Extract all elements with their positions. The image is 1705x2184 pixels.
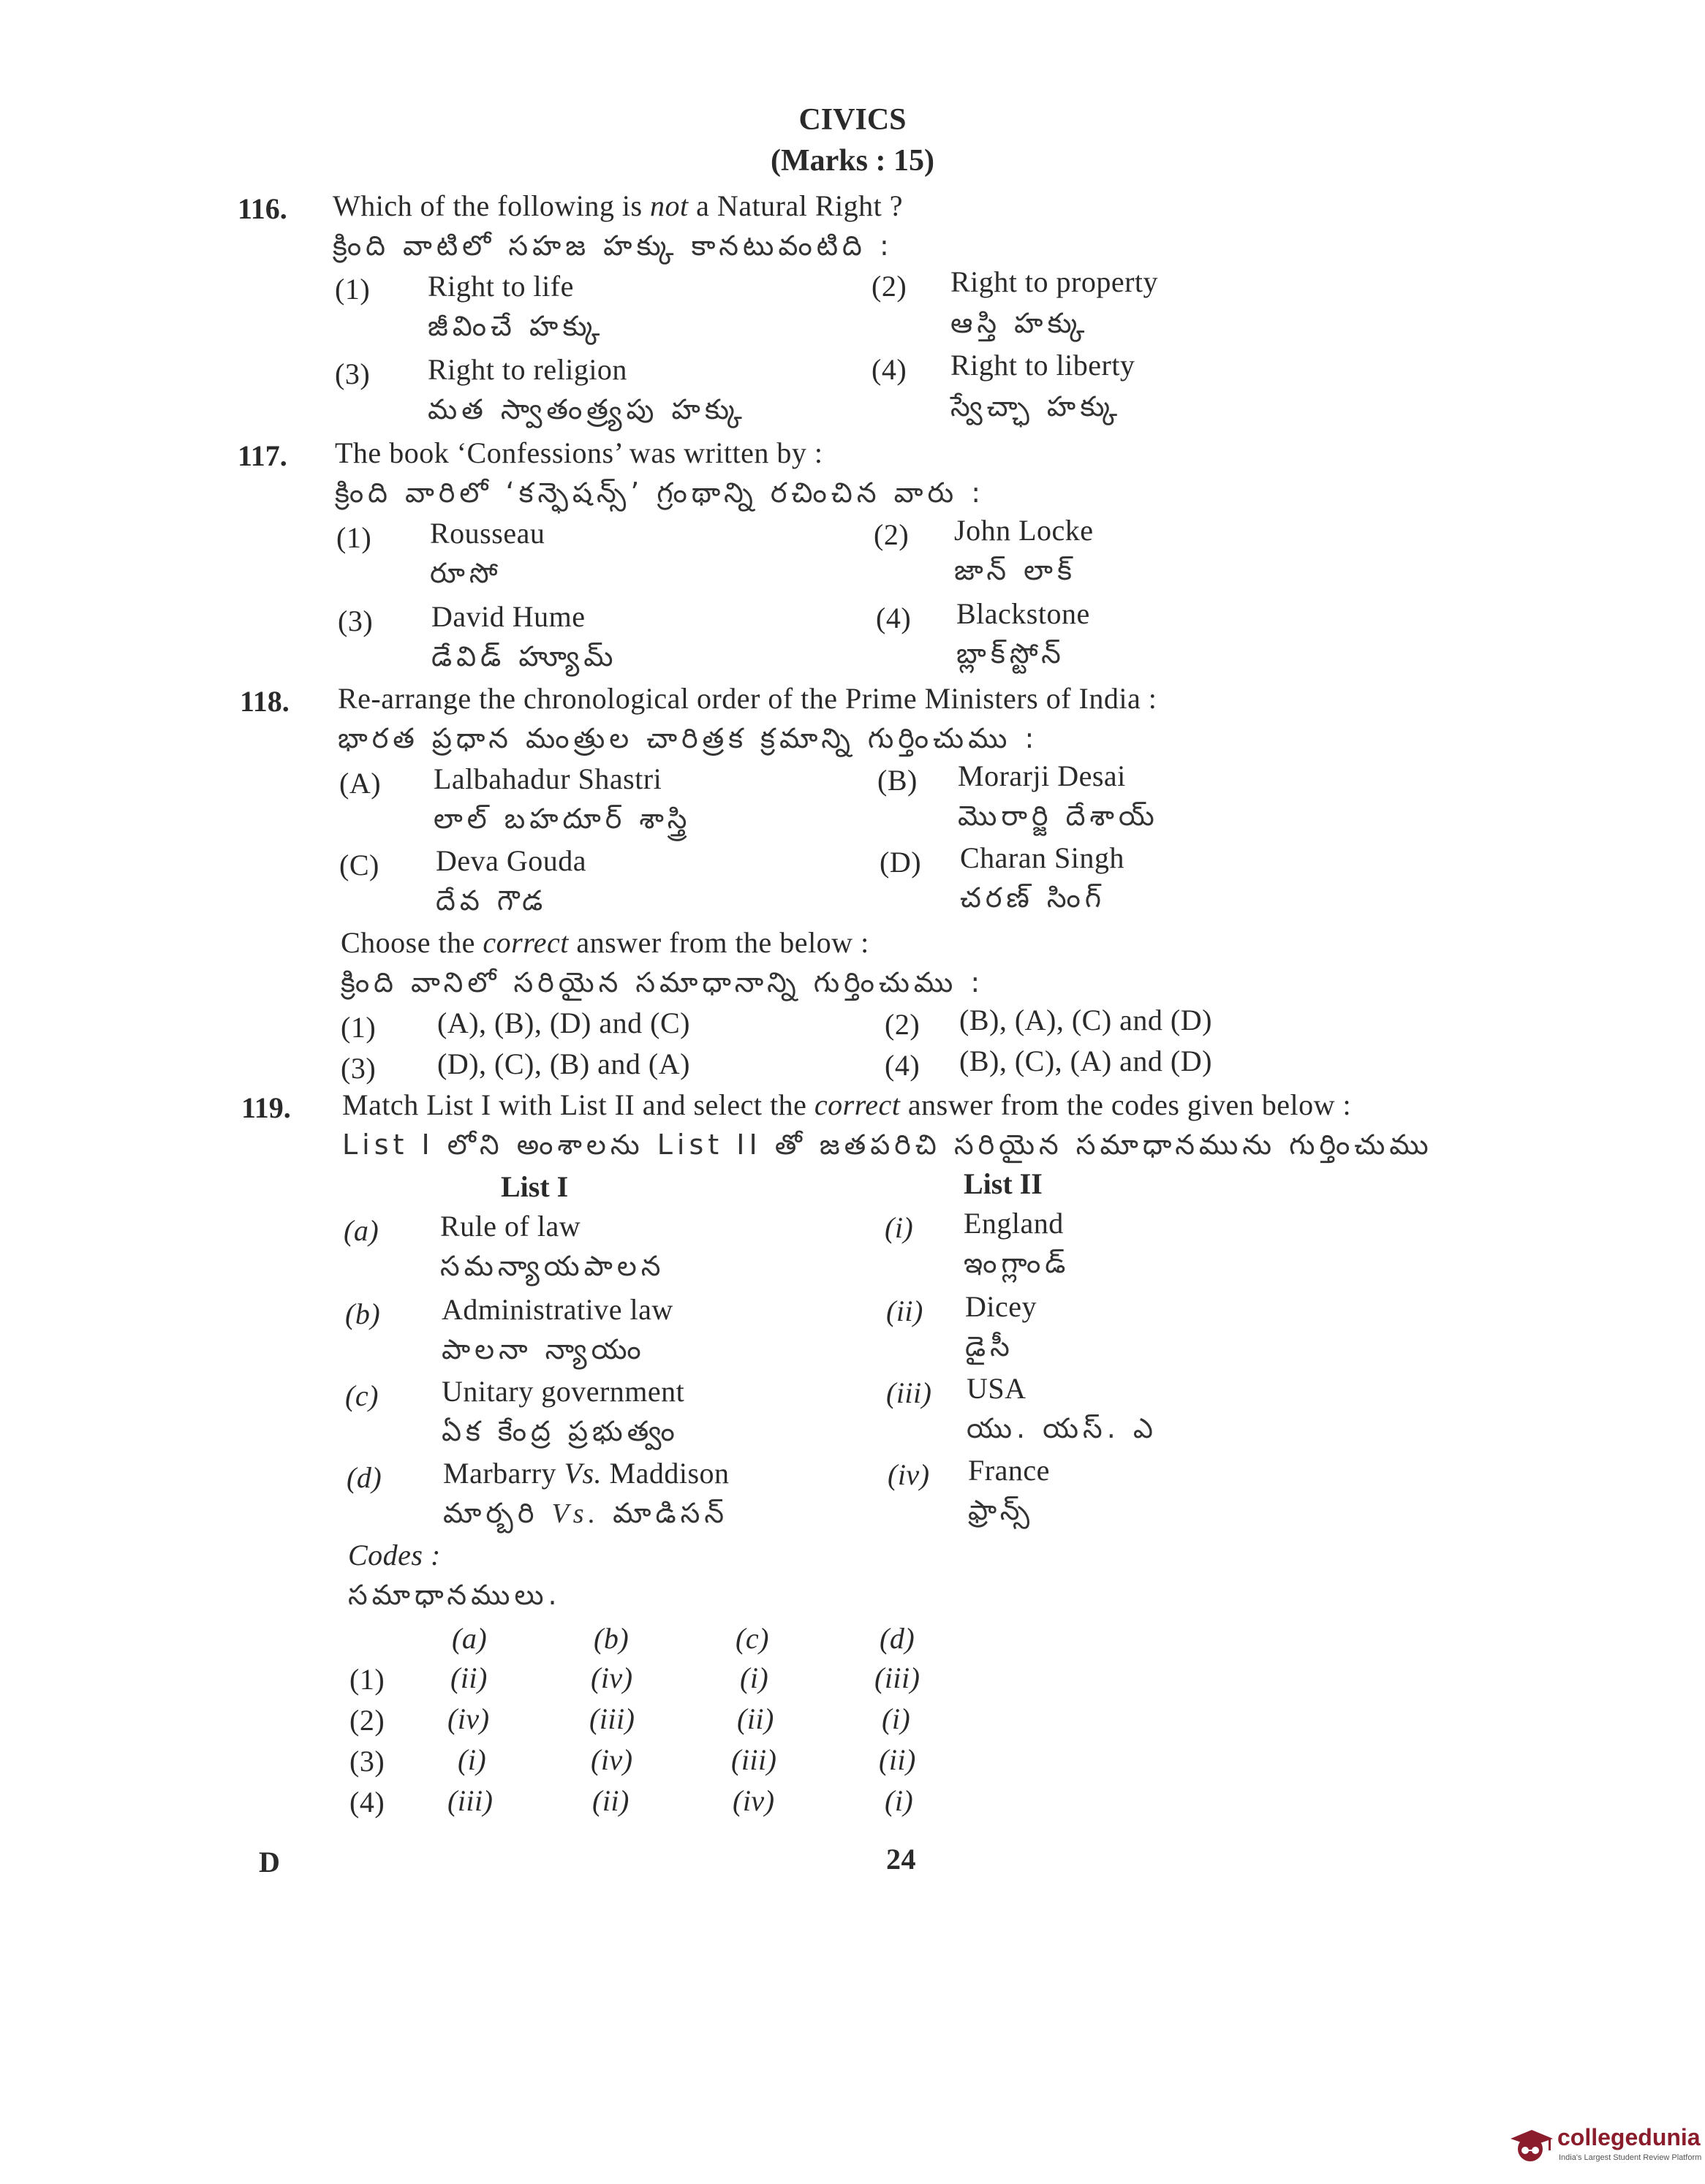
code-cell: (iii) xyxy=(447,1784,494,1817)
choose-instruction: Choose the correct answer from the below : xyxy=(341,926,869,959)
codes-header: (d) xyxy=(880,1622,915,1655)
option-number: (1) xyxy=(335,273,371,306)
option-number: (3) xyxy=(335,357,371,390)
series-code: D xyxy=(259,1846,281,1878)
list2-label: (ii) xyxy=(886,1294,923,1327)
option-text-telugu: బ్లాక్‌స్టోన్ xyxy=(956,637,1065,670)
item-text-telugu: దేవ గౌడ xyxy=(436,884,548,917)
item-text: Morarji Desai xyxy=(958,759,1126,792)
option-text: Right to life xyxy=(428,270,574,303)
item-text: Lalbahadur Shastri xyxy=(434,762,662,795)
code-cell: (i) xyxy=(885,1784,914,1817)
item-label: (B) xyxy=(877,764,918,797)
code-cell: (ii) xyxy=(592,1784,630,1817)
code-cell: (ii) xyxy=(879,1743,916,1776)
list1-item-telugu: ఏక కేంద్ర ప్రభుత్వం xyxy=(442,1415,679,1447)
section-marks: (Marks : 15) xyxy=(771,144,934,178)
list2-item-telugu: ఇంగ్లాండ్ xyxy=(964,1247,1070,1279)
list2-label: (iv) xyxy=(888,1458,930,1491)
code-cell: (i) xyxy=(882,1702,911,1735)
code-cell: (iv) xyxy=(591,1743,633,1776)
option-number: (3) xyxy=(341,1052,377,1085)
option-text-telugu: స్వేచ్ఛా హక్కు xyxy=(950,390,1122,422)
option-text-telugu: రూసో xyxy=(430,557,502,589)
option-text-telugu: ఆస్తి హక్కు xyxy=(950,307,1089,339)
question-text-telugu: భారత ప్రధాన మంత్రుల చారిత్రక క్రమాన్ని గుర్తించుము : xyxy=(338,722,1039,754)
code-cell: (ii) xyxy=(450,1661,488,1694)
list2-label: (i) xyxy=(885,1211,914,1244)
item-text: Charan Singh xyxy=(960,841,1124,874)
codes-header: (b) xyxy=(594,1622,630,1655)
option-text: (B), (A), (C) and (D) xyxy=(959,1004,1212,1036)
list1-label: (a) xyxy=(344,1214,379,1247)
option-text-telugu: మత స్వాతంత్ర్యపు హక్కు xyxy=(428,393,746,425)
choose-instruction-telugu: క్రింది వానిలో సరియైన సమాధానాన్ని గుర్తించుము : xyxy=(341,966,985,998)
page-number: 24 xyxy=(886,1843,916,1876)
list2-item-telugu: ఫ్రాన్స్ xyxy=(968,1494,1035,1526)
list1-item-telugu: మార్బరి Vs. మాడిసన్ xyxy=(443,1497,729,1529)
option-number: (1) xyxy=(336,521,372,554)
code-cell: (i) xyxy=(740,1661,769,1694)
list2-item-telugu: యు. యస్. ఎ xyxy=(967,1412,1157,1444)
list1-item-telugu: సమన్యాయపాలన xyxy=(440,1250,665,1282)
code-row-number: (1) xyxy=(349,1663,385,1696)
option-number: (4) xyxy=(876,602,912,634)
list2-item-telugu: డైసీ xyxy=(965,1330,1014,1362)
list1-header: List I xyxy=(501,1170,569,1203)
codes-header: (a) xyxy=(452,1622,488,1655)
question-text: Re-arrange the chronological order of the Prime Ministers of India : xyxy=(338,682,1157,715)
list1-item: Administrative law xyxy=(442,1293,673,1326)
option-text: Rousseau xyxy=(430,517,545,550)
item-text-telugu: మొరార్జి దేశాయ్ xyxy=(958,800,1159,832)
code-cell: (iii) xyxy=(874,1661,920,1694)
option-text: John Locke xyxy=(954,514,1094,547)
option-text-telugu: జీవించే హక్కు xyxy=(428,310,605,342)
code-cell: (ii) xyxy=(737,1702,774,1735)
graduate-cap-icon xyxy=(1506,2123,1557,2166)
code-cell: (i) xyxy=(458,1743,487,1776)
question-number: 118. xyxy=(240,685,290,718)
code-cell: (iii) xyxy=(731,1743,777,1776)
question-text: Match List I with List II and select the correct answer from the codes given below : xyxy=(342,1088,1352,1121)
list1-item: Marbarry Vs. Maddison xyxy=(443,1457,730,1490)
item-label: (D) xyxy=(880,846,922,879)
item-text-telugu: చరణ్ సింగ్ xyxy=(960,881,1105,914)
option-text: Right to property xyxy=(950,265,1159,298)
option-number: (2) xyxy=(885,1008,920,1041)
collegedunia-logo xyxy=(1506,2120,1702,2171)
code-cell: (iv) xyxy=(733,1784,775,1817)
option-text: Right to liberty xyxy=(950,349,1135,382)
list2-label: (iii) xyxy=(886,1376,932,1409)
option-text: Right to religion xyxy=(428,353,627,386)
codes-label: Codes : xyxy=(348,1539,441,1571)
code-row-number: (4) xyxy=(349,1786,385,1819)
codes-label-telugu: సమాధానములు. xyxy=(348,1579,562,1611)
codes-header: (c) xyxy=(736,1622,769,1655)
list1-item: Unitary government xyxy=(442,1375,685,1408)
list1-item: Rule of law xyxy=(440,1210,581,1243)
list2-item: Dicey xyxy=(965,1290,1037,1323)
brand-name: collegedunia xyxy=(1557,2124,1701,2150)
option-text: (B), (C), (A) and (D) xyxy=(959,1044,1212,1077)
question-text-telugu: క్రింది వారిలో ‘కన్ఫెషన్స్’ గ్రంథాన్ని రచించిన వారు : xyxy=(335,477,986,509)
list1-label: (c) xyxy=(345,1379,379,1412)
list2-header: List II xyxy=(964,1167,1043,1200)
list2-item: England xyxy=(964,1207,1064,1240)
section-title: CIVICS xyxy=(798,103,907,137)
option-text: (A), (B), (D) and (C) xyxy=(437,1006,690,1039)
code-cell: (iii) xyxy=(589,1702,635,1735)
option-number: (4) xyxy=(872,353,907,386)
option-text: Blackstone xyxy=(956,597,1090,630)
code-cell: (iv) xyxy=(591,1661,633,1694)
code-row-number: (2) xyxy=(349,1704,385,1737)
list2-item: USA xyxy=(967,1372,1027,1405)
option-text-telugu: జాన్ లాక్ xyxy=(954,554,1077,586)
option-number: (3) xyxy=(338,604,374,637)
question-text: Which of the following is not a Natural Right ? xyxy=(333,189,904,222)
option-text-telugu: డేవిడ్ హ్యూమ్ xyxy=(431,640,618,672)
list1-label: (b) xyxy=(345,1297,381,1330)
option-number: (4) xyxy=(885,1049,920,1082)
option-number: (1) xyxy=(341,1011,377,1044)
question-text-telugu: క్రింది వాటిలో సహజ హక్కు కానటువంటిది : xyxy=(333,230,893,262)
item-label: (C) xyxy=(339,849,379,881)
item-text: Deva Gouda xyxy=(436,844,587,877)
item-label: (A) xyxy=(339,767,382,800)
option-text: David Hume xyxy=(431,600,586,633)
item-text-telugu: లాల్ బహదూర్ శాస్త్రి xyxy=(434,803,692,835)
question-number: 116. xyxy=(238,192,287,225)
brand-tagline: India's Largest Student Review Platform xyxy=(1559,2153,1702,2162)
code-row-number: (3) xyxy=(349,1745,385,1778)
list1-item-telugu: పాలనా న్యాయం xyxy=(442,1333,646,1365)
code-cell: (iv) xyxy=(447,1702,490,1735)
option-number: (2) xyxy=(874,518,910,551)
question-number: 119. xyxy=(241,1091,291,1124)
question-text-telugu: List I లోని అంశాలను List II తో జతపరిచి సరియైన సమాధానమును గుర్తించుము xyxy=(342,1129,1433,1161)
option-text: (D), (C), (B) and (A) xyxy=(437,1047,690,1080)
list1-label: (d) xyxy=(347,1461,382,1494)
question-number: 117. xyxy=(238,439,287,472)
question-text: The book ‘Confessions’ was written by : xyxy=(335,436,823,469)
list2-item: France xyxy=(968,1454,1050,1487)
option-number: (2) xyxy=(872,270,907,303)
